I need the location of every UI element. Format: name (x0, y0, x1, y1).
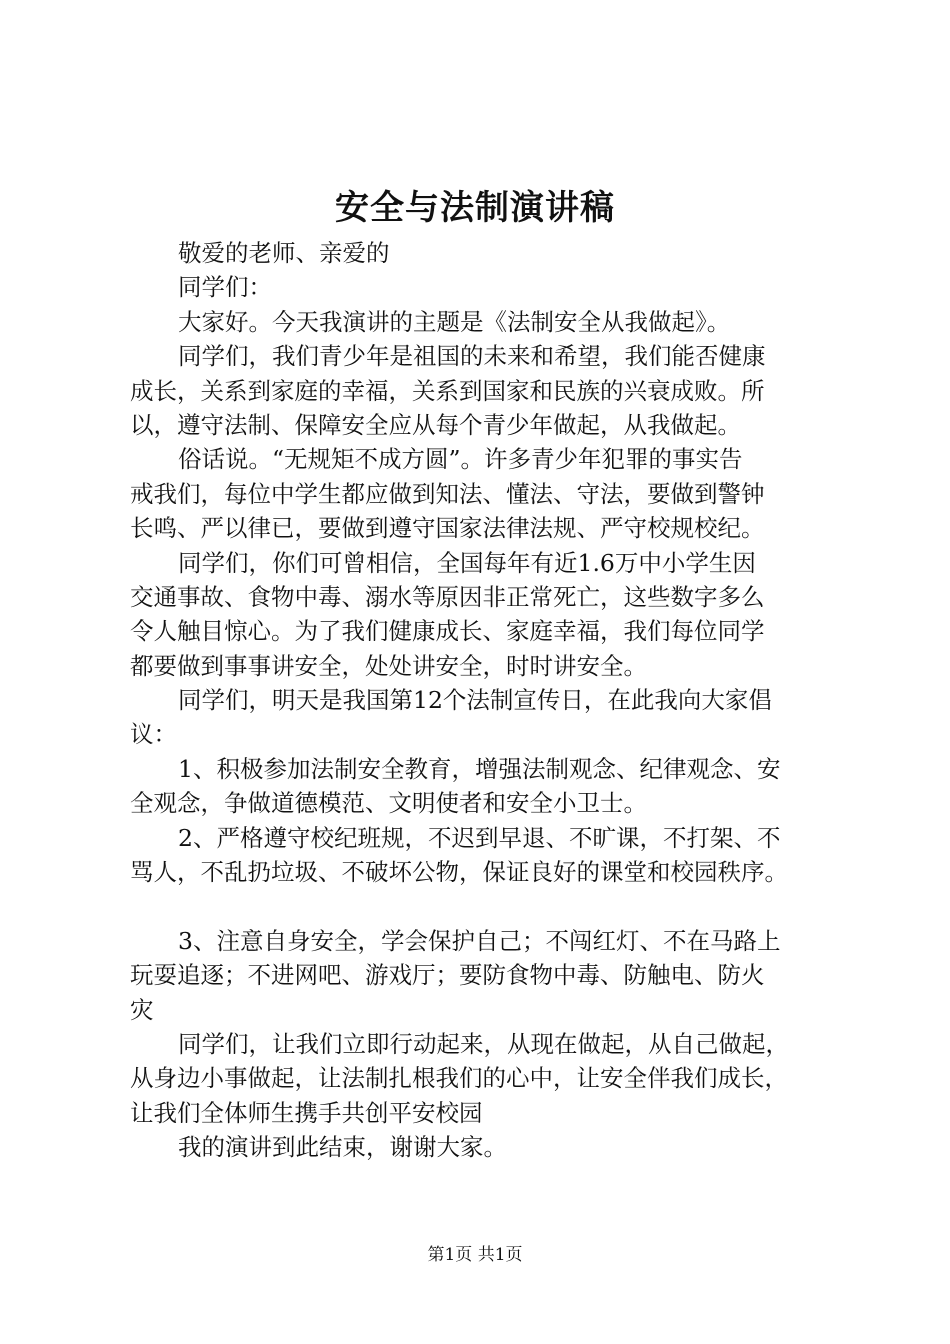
paragraph-line: 大家好。今天我演讲的主题是《法制安全从我做起》。 (178, 307, 731, 336)
list-item-1-line: 1、积极参加法制安全教育，增强法制观念、纪律观念、安 (178, 754, 781, 783)
document-title: 安全与法制演讲稿 (335, 188, 615, 228)
list-item-2-line: 骂人，不乱扔垃圾、不破坏公物，保证良好的课堂和校园秩序。 (130, 858, 788, 887)
page-footer: 第1页 共1页 (427, 1245, 523, 1265)
paragraph-line: 令人触目惊心。为了我们健康成长、家庭幸福，我们每位同学 (130, 617, 765, 646)
paragraph-line: 戒我们，每位中学生都应做到知法、懂法、守法，要做到警钟 (130, 479, 765, 508)
paragraph-line: 同学们，你们可曾相信，全国每年有近1.6万中小学生因 (178, 548, 756, 577)
list-item-3-line: 3、注意自身安全，学会保护自己；不闯红灯、不在马路上 (178, 926, 781, 955)
document-body (130, 236, 840, 1165)
blank-line (130, 889, 840, 923)
list-item-3-line: 灾 (130, 995, 154, 1024)
list-item-2-line: 2、严格遵守校纪班规，不迟到早退、不旷课，不打架、不 (178, 823, 781, 852)
paragraph-line: 成长，关系到家庭的幸福，关系到国家和民族的兴衰成败。所 (130, 376, 765, 405)
salutation-line-2: 同学们： (178, 273, 272, 302)
paragraph-line: 同学们，让我们立即行动起来，从现在做起，从自己做起， (178, 1029, 789, 1058)
paragraph-line: 让我们全体师生携手共创平安校园 (130, 1098, 483, 1127)
paragraph-line: 同学们，我们青少年是祖国的未来和希望，我们能否健康 (178, 342, 766, 371)
list-item-1-line: 全观念，争做道德模范、文明使者和安全小卫士。 (130, 789, 647, 818)
salutation-line-1: 敬爱的老师、亲爱的 (178, 239, 390, 267)
paragraph-line: 长鸣、严以律已，要做到遵守国家法律法规、严守校规校纪。 (130, 514, 765, 543)
paragraph-line: 议： (130, 720, 177, 749)
paragraph-line: 同学们，明天是我国第12个法制宣传日，在此我向大家倡 (178, 686, 772, 715)
paragraph-line: 都要做到事事讲安全，处处讲安全，时时讲安全。 (130, 651, 647, 680)
closing-line: 我的演讲到此结束，谢谢大家。 (178, 1133, 507, 1162)
list-item-3-line: 玩耍追逐；不进网吧、游戏厅；要防食物中毒、防触电、防火 (130, 961, 765, 990)
paragraph-line: 俗话说。“无规矩不成方圆”。许多青少年犯罪的事实告 (178, 445, 743, 474)
paragraph-line: 交通事故、食物中毒、溺水等原因非正常死亡，这些数字多么 (130, 582, 765, 611)
paragraph-line: 从身边小事做起，让法制扎根我们的心中，让安全伴我们成长， (130, 1064, 788, 1093)
paragraph-line: 以，遵守法制、保障安全应从每个青少年做起，从我做起。 (130, 410, 741, 439)
